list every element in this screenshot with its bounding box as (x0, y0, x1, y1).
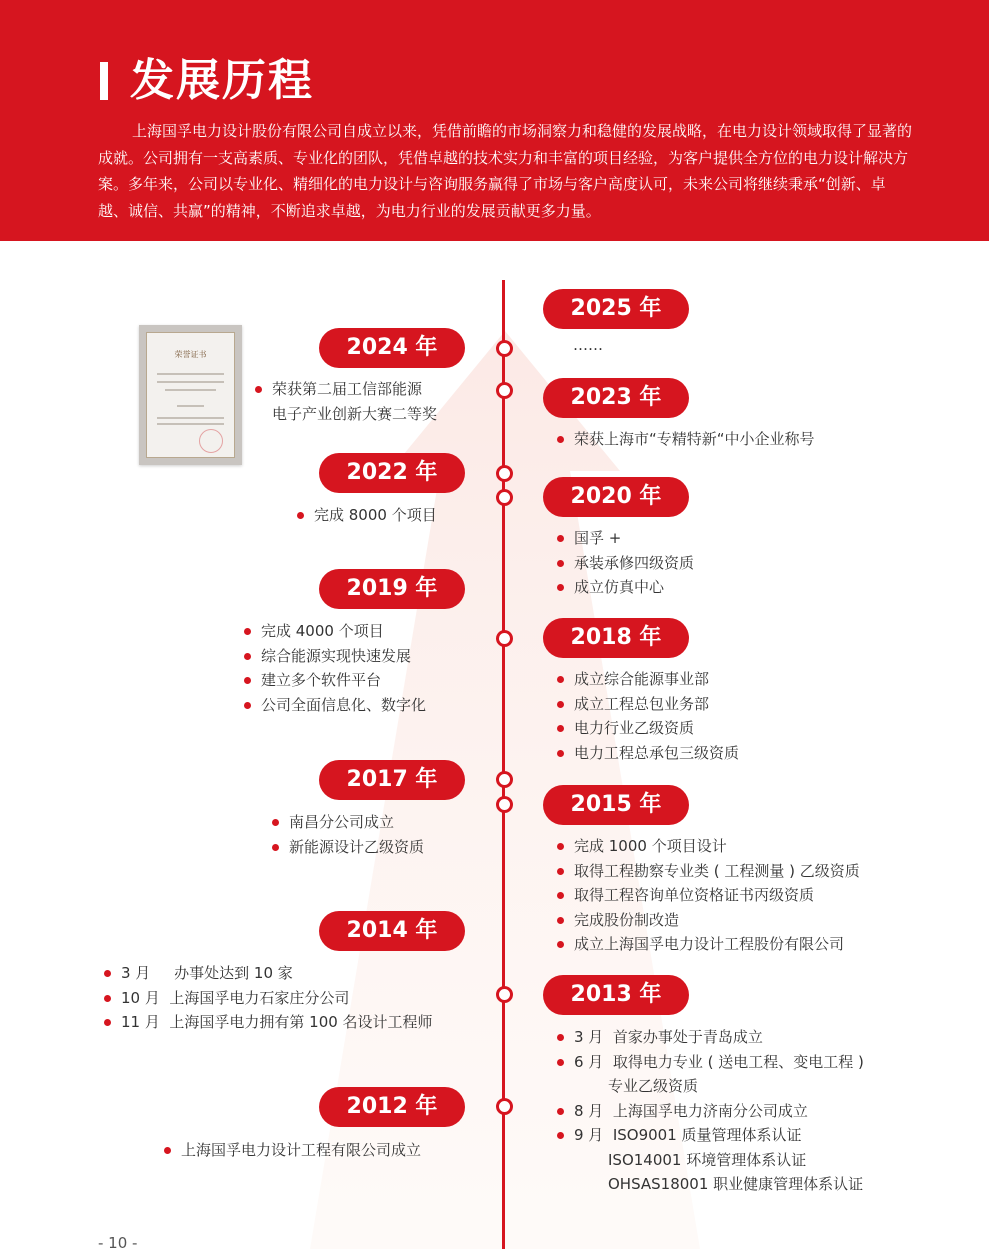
certificate-text-line (165, 389, 216, 391)
year-badge-2018: 2018 年 (543, 618, 689, 658)
timeline-node (496, 986, 513, 1003)
list-item: 取得工程咨询单位资格证书丙级资质 (557, 883, 860, 908)
year-badge-2014: 2014 年 (319, 911, 465, 951)
year-badge-2013: 2013 年 (543, 975, 689, 1015)
year-2018-list (557, 667, 739, 765)
list-item: 完成 1000 个项目设计 (557, 834, 860, 859)
list-item: 南昌分公司成立 (272, 810, 424, 835)
certificate-text-line (157, 423, 224, 425)
certificate-text-line (157, 381, 224, 383)
list-item: 电力工程总承包三级资质 (557, 741, 739, 766)
year-badge-2022: 2022 年 (319, 453, 465, 493)
list-item: 荣获上海市“专精特新“中小企业称号 (557, 427, 815, 452)
year-2012-list (164, 1138, 421, 1163)
list-item: 成立仿真中心 (557, 575, 694, 600)
list-item: OHSAS18001 职业健康管理体系认证 (608, 1175, 864, 1193)
list-item: 3 月 首家办事处于青岛成立 (557, 1025, 864, 1050)
year-2022-list (297, 503, 437, 528)
timeline-node (496, 630, 513, 647)
year-2023-list (557, 427, 815, 452)
list-item: 新能源设计乙级资质 (272, 835, 424, 860)
page-number: - 10 - (98, 1234, 138, 1252)
year-badge-2019: 2019 年 (319, 569, 465, 609)
list-item: 3 月 办事处达到 10 家 (104, 961, 433, 986)
list-item: 荣获第二届工信部能源 (255, 377, 437, 402)
list-item: 综合能源实现快速发展 (244, 644, 426, 669)
timeline-node (496, 465, 513, 482)
certificate-text-line (157, 417, 224, 419)
year-2014-list (104, 961, 433, 1035)
list-item: 电子产业创新大赛二等奖 (272, 404, 438, 423)
certificate-text-line (157, 373, 224, 375)
list-item: 承装承修四级资质 (557, 551, 694, 576)
list-item: 公司全面信息化、数字化 (244, 693, 426, 718)
list-item: 成立综合能源事业部 (557, 667, 739, 692)
list-item: 11 月 上海国孚电力拥有第 100 名设计工程师 (104, 1010, 433, 1035)
list-item: 完成 4000 个项目 (244, 619, 426, 644)
year-badge-2012: 2012 年 (319, 1087, 465, 1127)
page-title: 发展历程 (130, 55, 314, 106)
year-badge-2020: 2020 年 (543, 477, 689, 517)
list-item: 6 月 取得电力专业 ( 送电工程、变电工程 ) (557, 1050, 864, 1075)
certificate-seal (199, 429, 223, 453)
timeline-node (496, 796, 513, 813)
list-item: 9 月 ISO9001 质量管理体系认证 (557, 1123, 864, 1148)
list-item: 完成股份制改造 (557, 908, 860, 933)
certificate-image (139, 325, 242, 465)
list-item: 成立工程总包业务部 (557, 692, 739, 717)
year-2024-list (255, 377, 437, 426)
year-2020-list (557, 526, 694, 600)
year-badge-2023: 2023 年 (543, 378, 689, 418)
list-item: 取得工程勘察专业类 ( 工程测量 ) 乙级资质 (557, 859, 860, 884)
year-2025-text: …… (573, 336, 603, 354)
timeline-node (496, 771, 513, 788)
list-item: ISO14001 环境管理体系认证 (608, 1150, 807, 1169)
list-item: 专业乙级资质 (608, 1077, 699, 1095)
list-item: 8 月 上海国孚电力济南分公司成立 (557, 1099, 864, 1124)
list-item: 10 月 上海国孚电力石家庄分公司 (104, 986, 433, 1011)
list-item: 完成 8000 个项目 (297, 503, 437, 528)
year-badge-2015: 2015 年 (543, 785, 689, 825)
year-2019-list (244, 619, 426, 717)
year-2015-list (557, 834, 860, 957)
list-item: 建立多个软件平台 (244, 668, 426, 693)
list-item: 电力行业乙级资质 (557, 716, 739, 741)
year-badge-2025: 2025 年 (543, 289, 689, 329)
title-accent-bar (100, 62, 108, 100)
header-banner (0, 0, 989, 241)
year-2013-list (557, 1025, 864, 1197)
timeline-node (496, 340, 513, 357)
year-badge-2024: 2024 年 (319, 328, 465, 368)
list-item: 国孚 + (557, 526, 694, 551)
list-item: 上海国孚电力设计工程有限公司成立 (164, 1138, 421, 1163)
year-badge-2017: 2017 年 (319, 760, 465, 800)
timeline-node (496, 489, 513, 506)
timeline-node (496, 382, 513, 399)
intro-paragraph: 上海国孚电力设计股份有限公司自成立以来，凭借前瞻的市场洞察力和稳健的发展战略，在电力设计领域取得了显著的成就。公司拥有一支高素质、专业化的团队，凭借卓越的技术实力和丰富的项目经验，为客户提供全方位的电力设计解决方案。多年来，公司以专业化、精细化的电力设计与咨询服务赢得了市场与客户高度认可，未来公司将继续秉承“创新、卓越、诚信、共赢”的精神，不断追求卓越，为电力行业的发展贡献更多力量。 (98, 122, 913, 220)
certificate-text-line (177, 405, 204, 407)
year-2017-list (272, 810, 424, 859)
certificate-title: 荣誉证书 (174, 350, 207, 359)
list-item: 成立上海国孚电力设计工程股份有限公司 (557, 932, 860, 957)
timeline-node (496, 1098, 513, 1115)
